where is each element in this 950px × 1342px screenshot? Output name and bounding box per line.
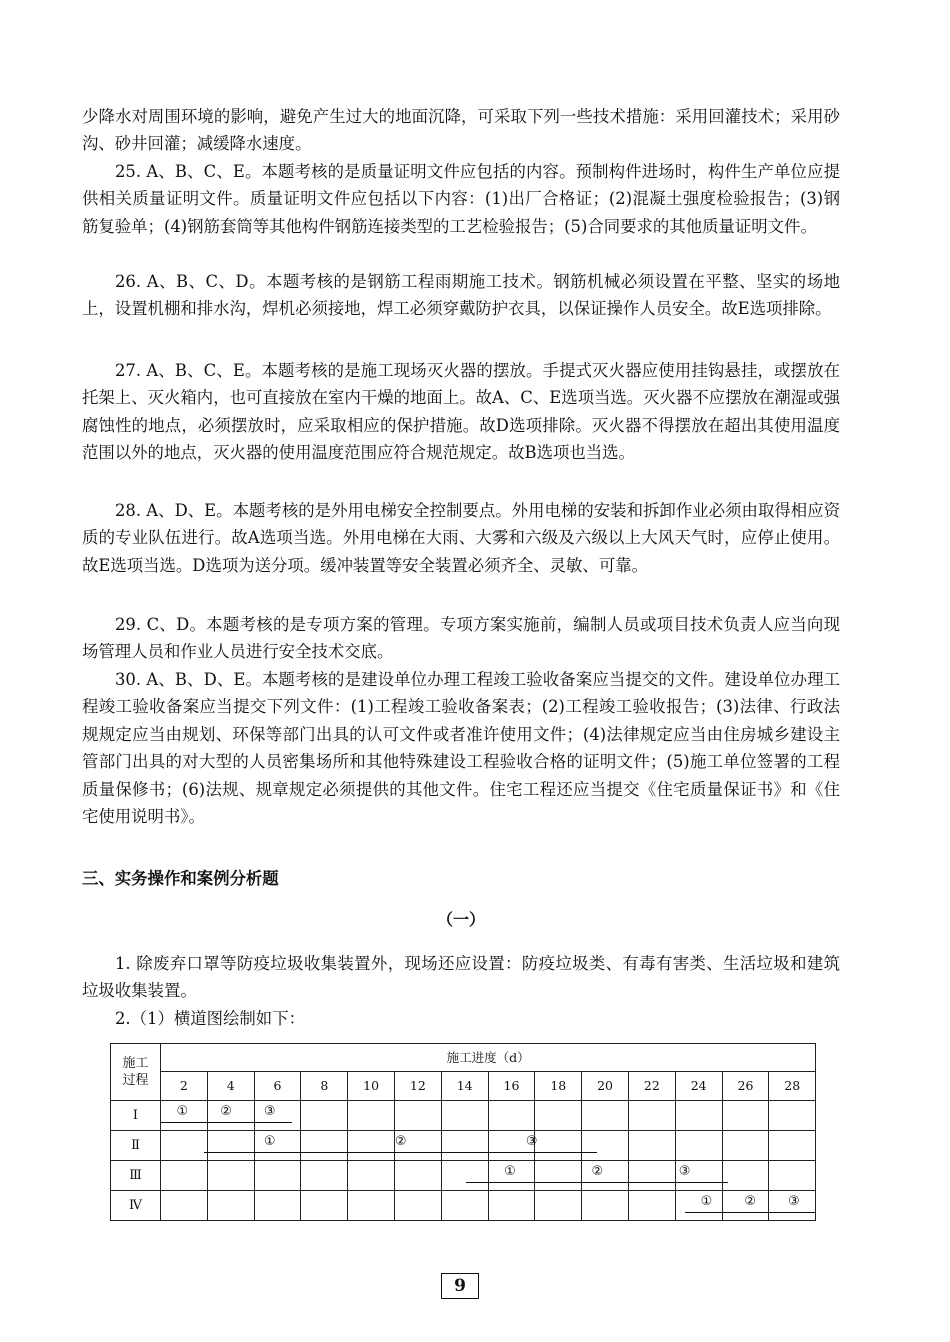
gantt-cell bbox=[535, 1101, 582, 1131]
gantt-bar-label: ① bbox=[700, 1193, 713, 1209]
gantt-cell bbox=[161, 1191, 208, 1221]
gantt-cell bbox=[675, 1191, 722, 1221]
gantt-cell bbox=[254, 1101, 301, 1131]
gantt-day-header: 4 bbox=[207, 1071, 254, 1100]
gantt-bar-label: ① bbox=[504, 1163, 516, 1179]
gantt-cell bbox=[394, 1101, 441, 1131]
gantt-day-header: 24 bbox=[675, 1071, 722, 1100]
gantt-cell bbox=[488, 1191, 535, 1221]
subsection-title: （一） bbox=[436, 910, 485, 929]
gantt-cell bbox=[348, 1101, 395, 1131]
gantt-cell bbox=[628, 1131, 675, 1161]
gantt-bar-label: ② bbox=[744, 1193, 756, 1209]
gantt-cell bbox=[348, 1161, 395, 1191]
gantt-cell bbox=[769, 1131, 816, 1161]
gantt-cell bbox=[161, 1131, 208, 1161]
gantt-cell bbox=[301, 1161, 348, 1191]
gantt-day-header: 20 bbox=[582, 1071, 629, 1100]
gantt-process-row bbox=[111, 1191, 816, 1221]
gantt-cell bbox=[441, 1161, 488, 1191]
gantt-process-label: I bbox=[111, 1101, 161, 1131]
gantt-cell bbox=[207, 1131, 254, 1161]
gantt-cell bbox=[207, 1191, 254, 1221]
gantt-day-header: 18 bbox=[535, 1071, 582, 1100]
gantt-cell bbox=[582, 1131, 629, 1161]
gantt-bar-label: ② bbox=[394, 1133, 407, 1149]
gantt-day-header: 8 bbox=[301, 1071, 348, 1100]
paragraph-answer-28: 28. A、D、E。本题考核的是外用电梯安全控制要点。外用电梯的安装和拆卸作业必须由取得相应资质的专业队伍进行。故A选项当选。外用电梯在大雨、大雾和六级及六级以上大风天气时，应停止使用。故E选项当选。D选项为送分项。缓冲装置等安全装置必须齐全、灵敏、可靠。 bbox=[82, 501, 840, 575]
gantt-day-header: 28 bbox=[769, 1071, 816, 1100]
gantt-cell bbox=[675, 1161, 722, 1191]
gantt-cell bbox=[769, 1161, 816, 1191]
gantt-corner-line2: 过程 bbox=[122, 1073, 149, 1088]
gantt-day-header: 14 bbox=[441, 1071, 488, 1100]
gantt-cell bbox=[675, 1101, 722, 1131]
gantt-cell bbox=[394, 1161, 441, 1191]
gantt-cell bbox=[582, 1161, 629, 1191]
gantt-cell bbox=[254, 1191, 301, 1221]
gantt-cell bbox=[535, 1191, 582, 1221]
gantt-process-label: Ⅱ bbox=[111, 1131, 161, 1161]
gantt-bar-label: ③ bbox=[263, 1103, 276, 1119]
gantt-cell bbox=[769, 1101, 816, 1131]
gantt-cell bbox=[207, 1101, 254, 1131]
gantt-cell bbox=[722, 1101, 769, 1131]
gantt-process-row bbox=[111, 1101, 816, 1131]
gantt-process-label: Ⅲ bbox=[111, 1161, 161, 1191]
gantt-day-header: 12 bbox=[394, 1071, 441, 1100]
gantt-cell bbox=[582, 1191, 629, 1221]
gantt-cell bbox=[535, 1161, 582, 1191]
page-number: 9 bbox=[441, 1273, 479, 1299]
gantt-bar-label: ③ bbox=[678, 1163, 691, 1179]
gantt-bar-label: ① bbox=[263, 1133, 276, 1149]
gantt-progress-header: 施工进度（d） bbox=[161, 1044, 816, 1072]
gantt-corner-header bbox=[111, 1044, 161, 1101]
gantt-bar-label: ③ bbox=[525, 1133, 538, 1149]
gantt-day-header: 10 bbox=[348, 1071, 395, 1100]
gantt-cell bbox=[301, 1101, 348, 1131]
gantt-cell bbox=[301, 1191, 348, 1221]
gantt-process-row bbox=[111, 1131, 816, 1161]
gantt-corner-line1: 施工 bbox=[122, 1056, 149, 1071]
gantt-day-header: 26 bbox=[722, 1071, 769, 1100]
gantt-cell bbox=[769, 1191, 816, 1221]
paragraph-answer-29: 29. C、D。本题考核的是专项方案的管理。专项方案实施前，编制人员或项目技术负责人应当向现场管理人员和作业人员进行安全技术交底。 bbox=[82, 615, 840, 662]
gantt-cell bbox=[722, 1131, 769, 1161]
gantt-cell bbox=[488, 1131, 535, 1161]
gantt-chart-table bbox=[110, 1043, 816, 1221]
gantt-cell bbox=[441, 1131, 488, 1161]
gantt-cell bbox=[394, 1131, 441, 1161]
gantt-cell bbox=[348, 1191, 395, 1221]
gantt-cell bbox=[161, 1101, 208, 1131]
gantt-cell bbox=[394, 1191, 441, 1221]
gantt-day-header: 16 bbox=[488, 1071, 535, 1100]
gantt-day-header: 22 bbox=[628, 1071, 675, 1100]
paragraph-continuation: 少降水对周围环境的影响，避免产生过大的地面沉降，可采取下列一些技术措施：采用回灌技术；采用砂沟、砂井回灌；减缓降水速度。 bbox=[82, 107, 840, 154]
gantt-cell bbox=[722, 1161, 769, 1191]
gantt-process-row bbox=[111, 1161, 816, 1191]
gantt-cell bbox=[535, 1131, 582, 1161]
gantt-cell bbox=[301, 1131, 348, 1161]
gantt-cell bbox=[628, 1191, 675, 1221]
gantt-bar-label: ③ bbox=[787, 1193, 800, 1209]
gantt-cell bbox=[628, 1161, 675, 1191]
paragraph-answer-30: 30. A、B、D、E。本题考核的是建设单位办理工程竣工验收备案应当提交的文件。建设单位办理工程竣工验收备案应当提交下列文件：(1)工程竣工验收备案表；(2)工程竣工验收报告；(3)法律、行政法规规定应当由规划、环保等部门出具的认可文件或者准许使用文件；(4)法律规定应当由住房城乡建设主管部门出具的对大型的人员密集场所和其他特殊建设工程验收合格的证明文件；(5)施工单位签署的工程质量保修书；(6)法规、规章规定必须提供的其他文件。住宅工程还应当提交《住宅质量保证书》和《住宅使用说明书》。 bbox=[82, 670, 840, 827]
gantt-cell bbox=[582, 1101, 629, 1131]
paragraph-answer-27: 27. A、B、C、E。本题考核的是施工现场灭火器的摆放。手提式灭火器应使用挂钩悬挂，或摆放在托架上、灭火箱内，也可直接放在室内干燥的地面上。故A、C、E选项当选。灭火器不应摆放在潮湿或强腐蚀性的地点，必须摆放时，应采取相应的保护措施。故D选项排除。灭火器不得摆放在超出其使用温度范围以外的地点，灭火器的使用温度范围应符合规范规定。故B选项也当选。 bbox=[82, 361, 840, 463]
gantt-bar-label: ① bbox=[176, 1103, 189, 1119]
gantt-day-header: 2 bbox=[161, 1071, 208, 1100]
gantt-cell bbox=[722, 1191, 769, 1221]
gantt-cell bbox=[675, 1131, 722, 1161]
gantt-cell bbox=[441, 1191, 488, 1221]
gantt-cell bbox=[254, 1161, 301, 1191]
paragraph-answer-26: 26. A、B、C、D。本题考核的是钢筋工程雨期施工技术。钢筋机械必须设置在平整、坚实的场地上，设置机棚和排水沟，焊机必须接地，焊工必须穿戴防护衣具，以保证操作人员安全。故E选项排除。 bbox=[82, 272, 840, 319]
gantt-cell bbox=[441, 1101, 488, 1131]
gantt-cell bbox=[254, 1131, 301, 1161]
paragraph-answer-25: 25. A、B、C、E。本题考核的是质量证明文件应包括的内容。预制构件进场时，构件生产单位应提供相关质量证明文件。质量证明文件应包括以下内容：(1)出厂合格证；(2)混凝土强度检验报告；(3)钢筋复验单；(4)钢筋套筒等其他构件钢筋连接类型的工艺检验报告；(5)合同要求的其他质量证明文件。 bbox=[82, 162, 840, 236]
gantt-cell bbox=[348, 1131, 395, 1161]
answer-1: 1. 除废弃口罩等防疫垃圾收集装置外，现场还应设置：防疫垃圾类、有毒有害类、生活垃圾和建筑垃圾收集装置。 bbox=[82, 954, 840, 1001]
gantt-process-label: Ⅳ bbox=[111, 1191, 161, 1221]
answer-2-intro: 2.（1）横道图绘制如下： bbox=[115, 1009, 305, 1028]
gantt-cell bbox=[628, 1101, 675, 1131]
gantt-cell bbox=[207, 1161, 254, 1191]
gantt-day-header: 6 bbox=[254, 1071, 301, 1100]
gantt-cell bbox=[161, 1161, 208, 1191]
gantt-cell bbox=[488, 1101, 535, 1131]
gantt-cell bbox=[488, 1161, 535, 1191]
section-heading: 三、实务操作和案例分析题 bbox=[82, 869, 279, 888]
gantt-bar-label: ② bbox=[220, 1103, 232, 1119]
gantt-bar-label: ② bbox=[591, 1163, 604, 1179]
